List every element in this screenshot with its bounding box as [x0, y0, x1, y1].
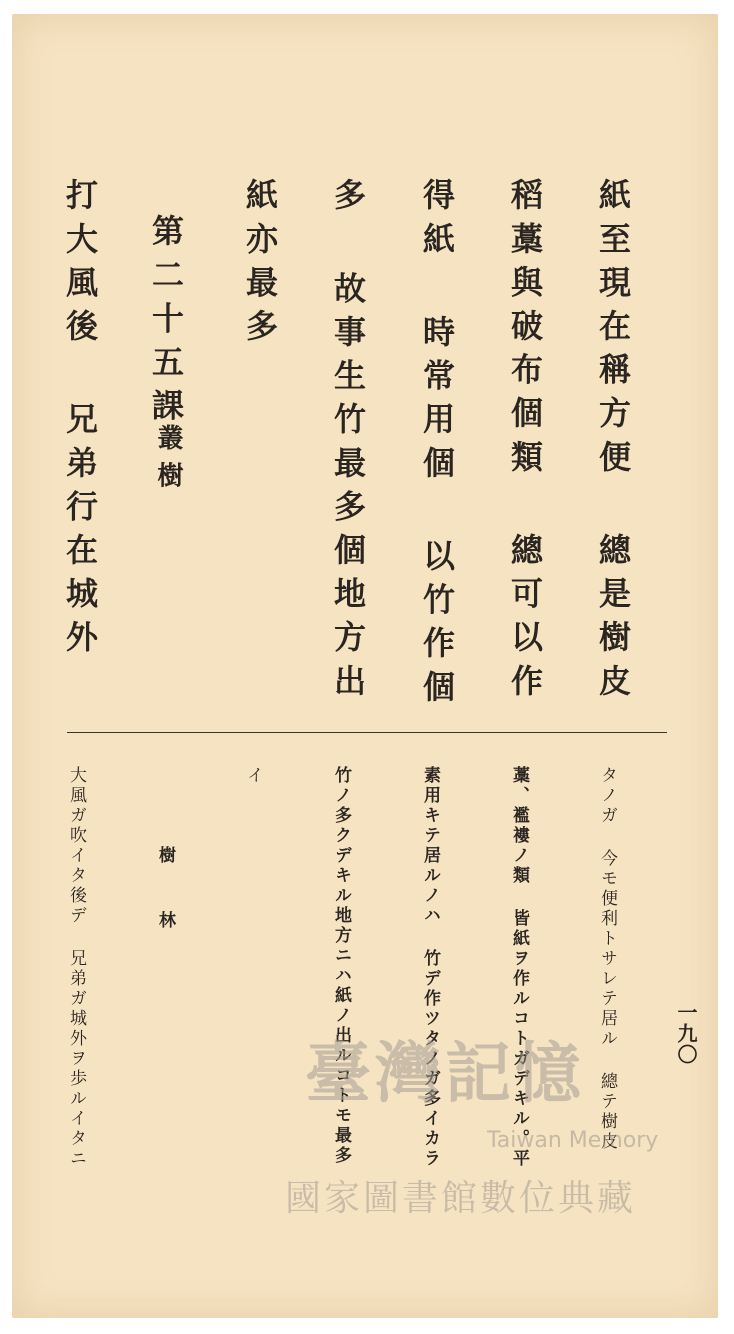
translation-column-4: 竹ノ多クデキル地方ニハ紙ノ出ルコトモ最多 [331, 766, 351, 1166]
translation-subject: 樹 林 [155, 846, 175, 942]
main-text-column-1: 紙至現在稱方便 總是樹皮 [594, 178, 632, 708]
main-text-column-7: 打大風後 兄弟行在城外 [61, 178, 99, 664]
main-text-column-4: 多 故事生竹最多個地方出 [329, 178, 367, 708]
main-text-column-3: 得紙 時常用個 以竹作個 [418, 178, 456, 714]
translation-column-2: 藁、襤褸ノ類 皆紙ヲ作ルコトガデキル。平 [509, 766, 529, 1169]
watermark-library: 國家圖書館數位典藏 [285, 1178, 637, 1219]
page-number: 一九〇 [674, 1002, 698, 1065]
watermark-english: Taiwan Memory [487, 1128, 659, 1153]
translation-column-3: 素用キテ居ルノハ 竹デ作ツタノガ多イカラ [420, 766, 440, 1169]
lesson-subject: 叢樹 [153, 424, 183, 500]
main-text-column-5: 紙亦最多 [241, 178, 279, 353]
lesson-title: 第二十五課 [147, 214, 185, 432]
main-text-column-2: 稻藁與破布個類 總可以作 [506, 178, 544, 708]
translation-column-5: イ [243, 766, 263, 786]
translation-column-7: 大風ガ吹イタ後デ 兄弟ガ城外ヲ歩ルイタニ [66, 766, 86, 1169]
divider-rule [67, 732, 667, 733]
translation-column-1: タノガ 今モ便利トサレテ居ル 總テ樹皮 [597, 766, 617, 1152]
watermark-title: 臺灣記憶 [305, 1034, 585, 1112]
book-page [12, 14, 718, 1318]
